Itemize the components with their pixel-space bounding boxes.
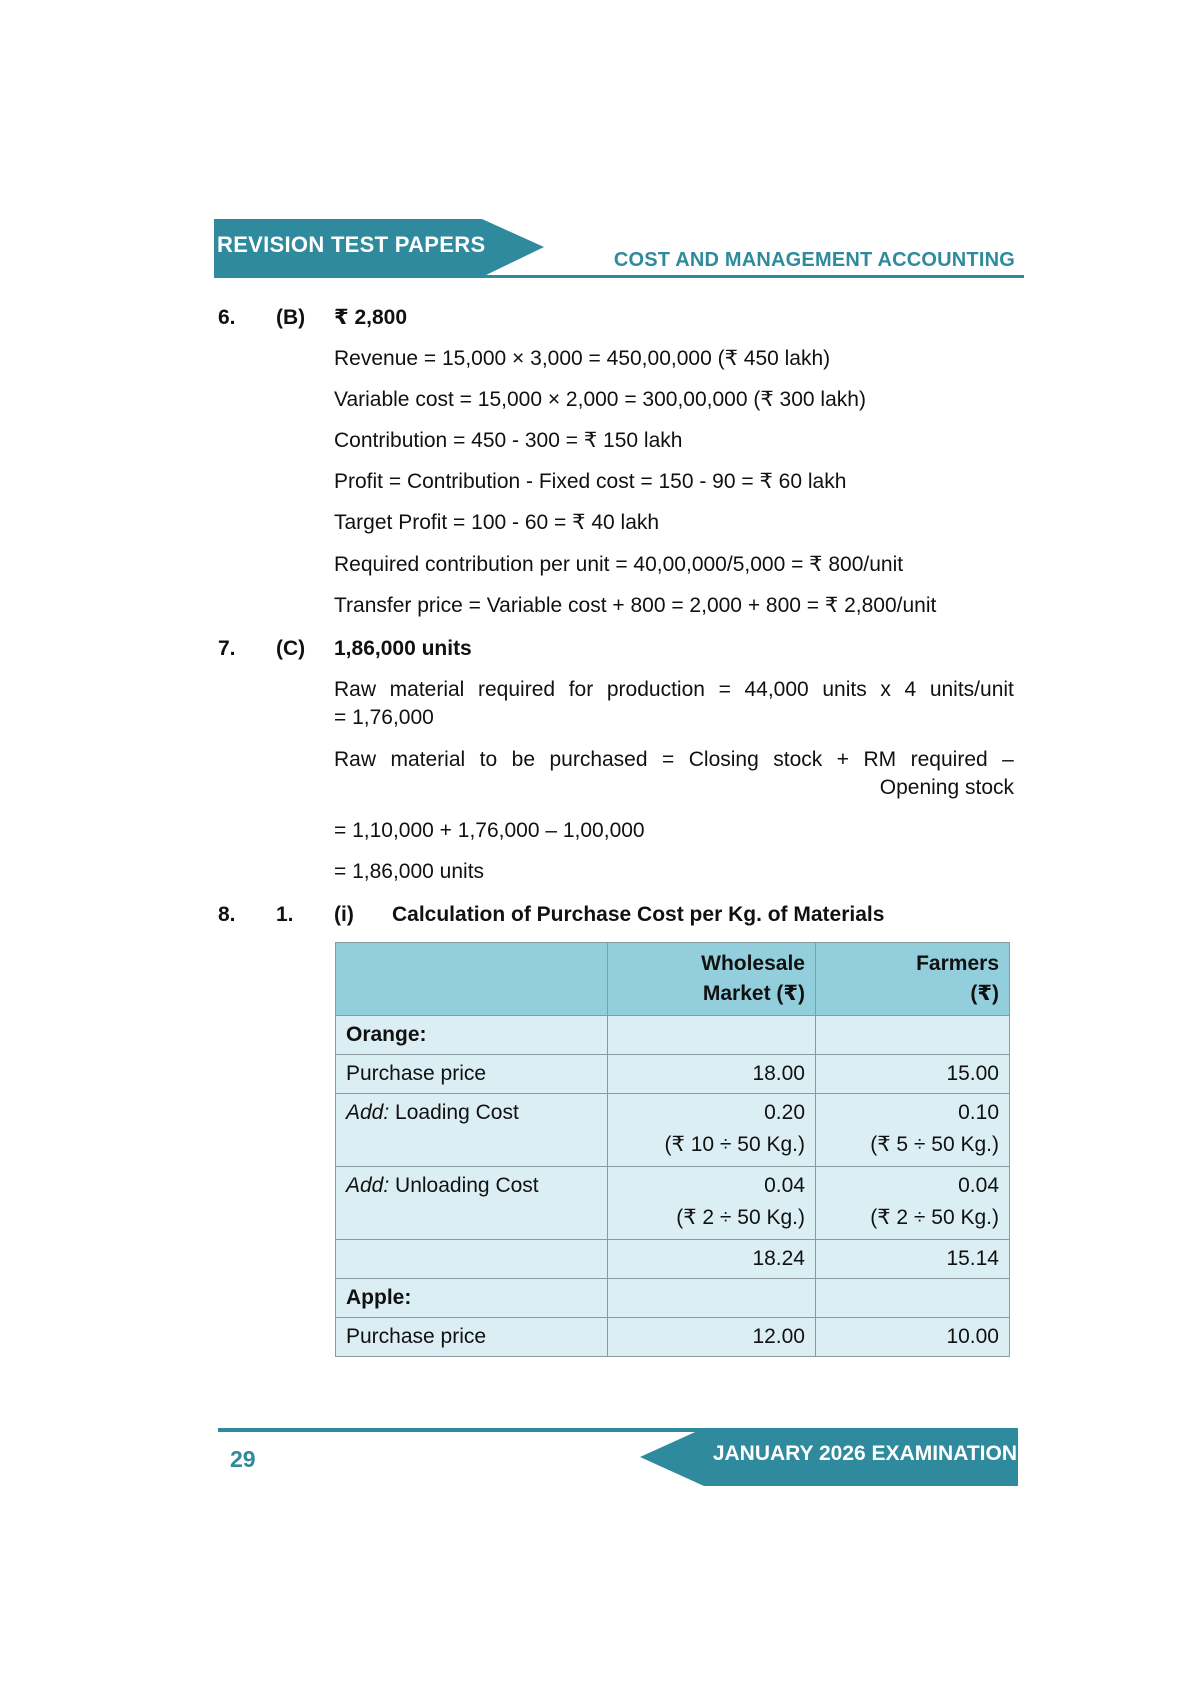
header-banner-title: REVISION TEST PAPERS	[217, 232, 486, 257]
purchase-cost-table	[335, 942, 1010, 1357]
orange-total-wholesale: 18.24	[608, 1240, 816, 1279]
q6-line-required-contribution: Required contribution per unit = 40,00,000/5,000 = ₹ 800/unit	[334, 553, 904, 576]
header-farmers: Farmers (₹)	[816, 943, 1010, 1016]
q8-table-title: Calculation of Purchase Cost per Kg. of Materials	[392, 903, 885, 926]
q8-number: 8.	[218, 903, 236, 926]
q6-line-revenue: Revenue = 15,000 × 3,000 = 450,00,000 (₹ 450 lakh)	[334, 347, 831, 370]
orange-purchase-wholesale: 18.00	[608, 1055, 816, 1094]
q6-answer: ₹ 2,800	[334, 306, 407, 329]
header-subject: COST AND MANAGEMENT ACCOUNTING	[613, 249, 1015, 271]
loading-cost-label: Add: Loading Cost	[336, 1094, 608, 1167]
q8-part: 1.	[276, 903, 294, 926]
q7-line-rm-required-result: = 1,76,000	[334, 706, 434, 729]
unloading-cost-label: Add: Unloading Cost	[336, 1167, 608, 1240]
orange-purchase-farmers: 15.00	[816, 1055, 1010, 1094]
header-blank-cell	[336, 943, 608, 1016]
q7-line-calculation: = 1,10,000 + 1,76,000 – 1,00,000	[334, 819, 645, 842]
header-wholesale-market: Wholesale Market (₹)	[608, 943, 816, 1016]
table-row	[336, 1167, 1010, 1240]
q7-line-rm-required: Raw material required for production = 44,000 units x 4 units/unit	[334, 678, 1014, 701]
page-number: 29	[230, 1446, 256, 1472]
apple-purchase-wholesale: 12.00	[608, 1318, 816, 1357]
header-rule	[214, 275, 1024, 278]
q7-line-rm-purchased: Raw material to be purchased = Closing stock + RM required –	[334, 748, 1014, 771]
table-row	[336, 1055, 1010, 1094]
q7-option: (C)	[276, 637, 306, 660]
orange-section-label: Orange:	[336, 1016, 608, 1055]
apple-purchase-farmers: 10.00	[816, 1318, 1010, 1357]
footer-exam-label: JANUARY 2026 EXAMINATION	[712, 1442, 1017, 1465]
apple-section-label: Apple:	[336, 1279, 608, 1318]
table-row	[336, 1094, 1010, 1167]
table-header-row	[336, 943, 1010, 1016]
q7-number: 7.	[218, 637, 236, 660]
table-row	[336, 1279, 1010, 1318]
table-row	[336, 1016, 1010, 1055]
q6-option: (B)	[276, 306, 306, 329]
q7-answer: 1,86,000 units	[334, 637, 472, 660]
table-row	[336, 1240, 1010, 1279]
apple-purchase-price-label: Purchase price	[336, 1318, 608, 1357]
q6-line-variable-cost: Variable cost = 15,000 × 2,000 = 300,00,000 (₹ 300 lakh)	[334, 388, 866, 411]
unloading-cost-farmers: 0.04 (₹ 2 ÷ 50 Kg.)	[816, 1167, 1010, 1240]
q7-line-result: = 1,86,000 units	[334, 860, 485, 883]
orange-purchase-price-label: Purchase price	[336, 1055, 608, 1094]
q6-line-transfer-price: Transfer price = Variable cost + 800 = 2,000 + 800 = ₹ 2,800/unit	[334, 594, 937, 617]
orange-total-farmers: 15.14	[816, 1240, 1010, 1279]
loading-cost-farmers: 0.10 (₹ 5 ÷ 50 Kg.)	[816, 1094, 1010, 1167]
unloading-cost-wholesale: 0.04 (₹ 2 ÷ 50 Kg.)	[608, 1167, 816, 1240]
q7-line-opening-stock: Opening stock	[879, 776, 1014, 799]
table-row	[336, 1318, 1010, 1357]
q8-subpart: (i)	[334, 903, 354, 926]
q6-line-profit: Profit = Contribution - Fixed cost = 150 - 90 = ₹ 60 lakh	[334, 470, 847, 493]
q6-number: 6.	[218, 306, 236, 329]
loading-cost-wholesale: 0.20 (₹ 10 ÷ 50 Kg.)	[608, 1094, 816, 1167]
q6-line-target-profit: Target Profit = 100 - 60 = ₹ 40 lakh	[334, 511, 660, 534]
q6-line-contribution: Contribution = 450 - 300 = ₹ 150 lakh	[334, 429, 683, 452]
